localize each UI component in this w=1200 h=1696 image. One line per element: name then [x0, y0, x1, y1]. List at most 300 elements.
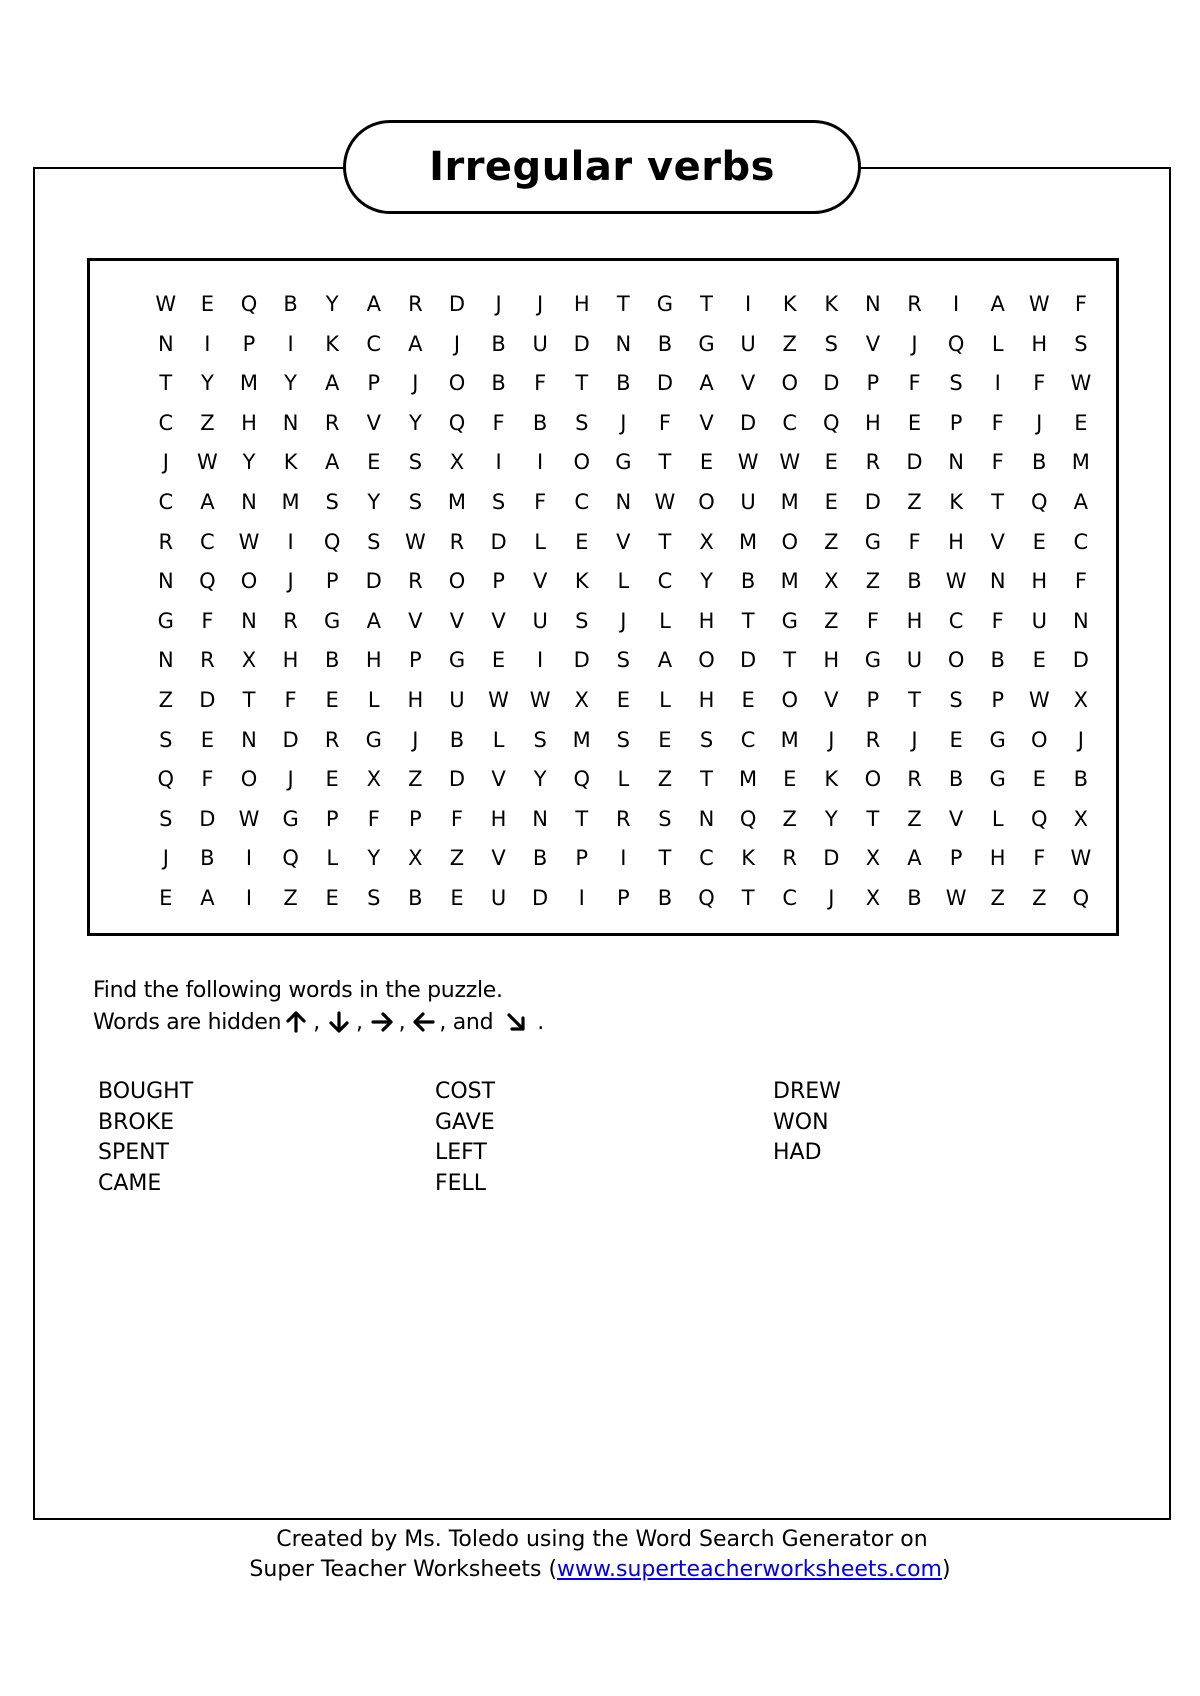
grid-letter: H	[989, 846, 1006, 871]
grid-letter: C	[657, 569, 673, 594]
grid-letter: E	[159, 886, 173, 910]
grid-letter: M	[281, 490, 300, 514]
grid-letter: G	[282, 806, 299, 831]
grid-letter: Z	[782, 331, 797, 356]
grid-letter: O	[781, 529, 798, 554]
grid-letter: O	[240, 569, 258, 594]
grid-letter: K	[574, 569, 589, 594]
grid-letter: E	[824, 490, 838, 514]
grid-letter: E	[783, 767, 797, 792]
grid-letter: D	[823, 846, 840, 871]
separator-comma: ,	[398, 1009, 406, 1035]
grid-letter: G	[157, 608, 174, 633]
grid-letter: X	[449, 450, 465, 475]
grid-letter: V	[449, 608, 465, 633]
grid-letter: E	[200, 292, 215, 316]
grid-letter: Z	[408, 767, 423, 792]
grid-letter: M	[739, 529, 758, 554]
grid-letter: A	[657, 648, 673, 673]
grid-letter: C	[740, 727, 756, 752]
grid-letter: Q	[1031, 490, 1048, 514]
grid-letter: E	[616, 688, 630, 712]
grid-letter: S	[408, 490, 423, 514]
grid-letter: Q	[199, 569, 216, 594]
grid-letter: D	[448, 292, 466, 316]
grid-letter: V	[366, 410, 381, 435]
grid-letter: K	[325, 331, 340, 356]
footer-site-prefix: Super Teacher Worksheets (	[249, 1557, 558, 1582]
grid-letter: F	[1074, 569, 1087, 594]
grid-letter: J	[620, 608, 627, 633]
arrow-right-icon	[369, 1009, 395, 1035]
separator-comma: ,	[313, 1009, 320, 1035]
grid-letter: N	[698, 806, 715, 831]
grid-letter: D	[573, 331, 590, 356]
grid-letter: W	[404, 529, 426, 554]
grid-letter: N	[157, 569, 174, 594]
grid-letter: W	[155, 292, 177, 316]
grid-letter: E	[325, 886, 339, 910]
grid-row	[145, 601, 1102, 641]
grid-letter: X	[408, 846, 423, 871]
grid-letter: W	[1070, 846, 1092, 871]
grid-row	[145, 284, 1102, 324]
grid-letter: B	[532, 846, 548, 871]
grid-letter: J	[828, 886, 835, 910]
grid-letter: Z	[907, 806, 922, 831]
grid-letter: X	[865, 886, 881, 910]
word-search-grid	[87, 258, 1119, 936]
grid-letter: I	[537, 450, 544, 475]
grid-letter: U	[1031, 608, 1047, 633]
grid-letter: V	[616, 529, 631, 554]
grid-letter: V	[532, 569, 548, 594]
grid-letter: Z	[865, 569, 881, 594]
grid-letter: S	[533, 727, 547, 752]
grid-row	[145, 680, 1102, 720]
grid-letter: N	[532, 806, 548, 831]
grid-letter: W	[945, 569, 967, 594]
grid-letter: O	[947, 648, 965, 673]
grid-letter: V	[408, 608, 423, 633]
grid-letter: N	[282, 410, 299, 435]
grid-row	[145, 403, 1102, 443]
grid-letter: F	[201, 767, 214, 792]
grid-letter: E	[1032, 529, 1046, 554]
word-list-item: BROKE	[98, 1109, 175, 1135]
grid-letter: R	[865, 727, 881, 752]
grid-letter: S	[491, 490, 506, 514]
grid-row	[145, 363, 1102, 403]
grid-letter: X	[699, 529, 714, 554]
grid-letter: S	[367, 529, 381, 554]
grid-letter: J	[287, 767, 294, 792]
grid-letter: C	[574, 490, 590, 514]
grid-letter: Z	[782, 806, 797, 831]
grid-letter: F	[284, 688, 297, 712]
grid-letter: T	[991, 490, 1005, 514]
grid-letter: Z	[824, 608, 839, 633]
grid-letter: Z	[1032, 886, 1047, 910]
grid-letter: K	[949, 490, 963, 514]
grid-letter: D	[656, 371, 673, 396]
footer-site-suffix: )	[941, 1557, 951, 1582]
grid-letter: P	[949, 410, 963, 435]
grid-letter: F	[908, 371, 921, 396]
grid-letter: B	[449, 727, 465, 752]
grid-row	[145, 759, 1102, 799]
grid-letter: T	[616, 292, 630, 316]
grid-letter: Z	[158, 688, 173, 712]
grid-letter: L	[534, 529, 546, 554]
grid-letter: N	[157, 331, 174, 356]
grid-letter: N	[1073, 608, 1089, 633]
grid-letter: E	[1074, 410, 1088, 435]
grid-row	[145, 482, 1102, 522]
grid-letter: W	[1070, 371, 1092, 396]
grid-letter: E	[1032, 648, 1046, 673]
grid-letter: P	[409, 806, 422, 831]
grid-letter: H	[864, 410, 881, 435]
grid-letter: D	[199, 806, 216, 831]
title-pill	[343, 120, 861, 214]
grid-letter: J	[412, 371, 419, 396]
grid-letter: E	[907, 410, 922, 435]
grid-letter: C	[948, 608, 964, 633]
grid-letter: I	[620, 846, 627, 871]
grid-letter: W	[945, 886, 967, 910]
grid-letter: E	[491, 648, 506, 673]
grid-letter: F	[1033, 371, 1046, 396]
grid-letter: B	[657, 886, 673, 910]
grid-letter: J	[162, 846, 169, 871]
grid-letter: P	[325, 806, 339, 831]
grid-letter: B	[532, 410, 548, 435]
grid-letter: B	[200, 846, 215, 871]
grid-letter: A	[990, 292, 1005, 316]
grid-letter: Q	[282, 846, 299, 871]
grid-letter: S	[159, 727, 173, 752]
grid-letter: T	[575, 371, 589, 396]
grid-letter: D	[448, 767, 466, 792]
grid-letter: P	[367, 371, 381, 396]
grid-letter: T	[658, 846, 672, 871]
grid-letter: J	[495, 292, 502, 316]
grid-letter: D	[532, 886, 549, 910]
grid-row	[145, 799, 1102, 839]
grid-letter: R	[782, 846, 797, 871]
grid-letter: D	[864, 490, 881, 514]
grid-letter: B	[907, 886, 922, 910]
grid-letter: J	[911, 331, 918, 356]
grid-row	[145, 442, 1102, 482]
grid-letter: N	[948, 450, 964, 475]
grid-letter: I	[495, 450, 502, 475]
grid-letter: N	[989, 569, 1006, 594]
grid-letter: N	[615, 490, 632, 514]
grid-letter: R	[907, 292, 922, 316]
grid-letter: P	[325, 569, 339, 594]
grid-letter: H	[823, 648, 840, 673]
grid-letter: Y	[700, 569, 713, 594]
grid-letter: H	[490, 806, 507, 831]
grid-letter: N	[615, 331, 632, 356]
grid-letter: M	[739, 767, 758, 792]
grid-letter: D	[1072, 648, 1089, 673]
grid-letter: A	[200, 490, 215, 514]
grid-letter: B	[1032, 450, 1047, 475]
grid-letter: Q	[448, 410, 466, 435]
grid-letter: T	[575, 806, 589, 831]
grid-letter: R	[616, 806, 631, 831]
grid-letter: S	[325, 490, 339, 514]
grid-letter: Z	[200, 410, 215, 435]
word-list-item: CAME	[98, 1171, 162, 1197]
grid-letter: F	[450, 806, 463, 831]
grid-letter: B	[491, 371, 506, 396]
grid-letter: B	[948, 767, 964, 792]
grid-letter: S	[824, 331, 838, 356]
grid-letter: Z	[990, 886, 1005, 910]
grid-letter: J	[911, 727, 918, 752]
grid-letter: B	[990, 648, 1005, 673]
grid-letter: I	[245, 886, 253, 910]
grid-letter: S	[1074, 331, 1088, 356]
grid-letter: Z	[449, 846, 465, 871]
grid-letter: D	[740, 410, 757, 435]
grid-letter: G	[365, 727, 382, 752]
grid-letter: Y	[367, 490, 381, 514]
footer-link[interactable]: www.superteacherworksheets.com	[557, 1557, 942, 1582]
grid-letter: F	[367, 806, 380, 831]
grid-letter: P	[991, 688, 1004, 712]
grid-letter: O	[240, 767, 258, 792]
grid-letter: C	[782, 886, 798, 910]
grid-letter: V	[491, 767, 506, 792]
grid-letter: I	[952, 292, 960, 316]
grid-letter: G	[448, 648, 466, 673]
grid-letter: R	[865, 450, 881, 475]
grid-letter: T	[700, 292, 713, 316]
grid-letter: A	[200, 886, 215, 910]
grid-letter: C	[200, 529, 215, 554]
grid-letter: P	[242, 331, 256, 356]
grid-letter: W	[737, 450, 759, 475]
arrow-down-icon	[326, 1009, 352, 1035]
grid-letter: O	[448, 569, 466, 594]
grid-row	[145, 878, 1102, 918]
grid-letter: Q	[739, 806, 757, 831]
grid-letter: X	[574, 688, 589, 712]
grid-letter: L	[991, 331, 1004, 356]
grid-letter: K	[283, 450, 298, 475]
grid-letter: T	[658, 529, 672, 554]
grid-letter: W	[238, 806, 260, 831]
grid-row	[145, 838, 1102, 878]
grid-letter: I	[287, 529, 294, 554]
grid-letter: W	[1028, 292, 1050, 316]
grid-letter: D	[490, 529, 507, 554]
grid-letter: M	[1071, 450, 1090, 475]
grid-letter: P	[492, 569, 505, 594]
grid-letter: E	[450, 886, 464, 910]
grid-letter: Y	[242, 450, 256, 475]
grid-letter: Q	[698, 886, 715, 910]
grid-letter: L	[617, 767, 630, 792]
grid-letter: W	[779, 450, 801, 475]
grid-letter: W	[197, 450, 218, 475]
word-list-item: LEFT	[435, 1140, 487, 1166]
grid-letter: D	[199, 688, 216, 712]
grid-letter: W	[238, 529, 260, 554]
word-list-item: GAVE	[435, 1109, 495, 1135]
grid-letter: S	[616, 727, 630, 752]
grid-letter: Q	[157, 767, 175, 792]
footer-credit: Created by Ms. Toledo using the Word Search Generator on	[276, 1527, 928, 1552]
grid-letter: E	[699, 450, 714, 475]
separator-period: .	[537, 1009, 544, 1035]
grid-letter: G	[615, 450, 632, 475]
grid-letter: Q	[1031, 806, 1048, 831]
grid-letter: H	[698, 688, 715, 712]
grid-letter: T	[741, 886, 755, 910]
separator-and: , and	[439, 1009, 494, 1035]
grid-letter: E	[575, 529, 589, 554]
grid-letter: F	[658, 410, 671, 435]
grid-letter: R	[449, 529, 465, 554]
grid-letter: O	[448, 371, 466, 396]
grid-letter: U	[740, 331, 756, 356]
grid-letter: R	[283, 608, 298, 633]
grid-letter: X	[241, 648, 257, 673]
grid-letter: Y	[367, 846, 381, 871]
grid-letter: G	[656, 292, 674, 316]
grid-letter: A	[366, 292, 381, 316]
grid-letter: V	[865, 331, 881, 356]
grid-row	[145, 522, 1102, 562]
grid-letter: J	[537, 292, 544, 316]
grid-letter: T	[783, 648, 797, 673]
grid-letter: S	[658, 806, 672, 831]
grid-letter: R	[200, 648, 215, 673]
grid-letter: G	[989, 727, 1006, 752]
instructions-line2	[93, 1009, 544, 1035]
grid-row	[145, 640, 1102, 680]
grid-letter: F	[1033, 846, 1046, 871]
word-list-column-1	[98, 1077, 193, 1200]
grid-letter: D	[906, 450, 923, 475]
grid-letter: I	[994, 371, 1001, 396]
grid-letter: E	[824, 450, 838, 475]
grid-letter: U	[532, 331, 548, 356]
grid-letter: Y	[408, 410, 422, 435]
grid-letter: G	[989, 767, 1006, 792]
grid-letter: B	[907, 569, 922, 594]
grid-letter: I	[287, 331, 294, 356]
grid-letter: F	[201, 608, 214, 633]
arrow-left-icon	[411, 1009, 437, 1035]
grid-letter: F	[908, 529, 921, 554]
grid-letter: L	[492, 727, 505, 752]
grid-letter: S	[699, 727, 714, 752]
grid-letter: K	[782, 292, 797, 316]
grid-letter: G	[324, 608, 341, 633]
grid-letter: M	[572, 727, 591, 752]
grid-letter: H	[1031, 569, 1048, 594]
grid-letter: I	[204, 331, 211, 356]
grid-letter: X	[1073, 806, 1089, 831]
grid-letter: M	[239, 371, 259, 396]
grid-letter: Z	[657, 767, 673, 792]
grid-letter: B	[657, 331, 673, 356]
grid-letter: L	[367, 688, 380, 712]
grid-letter: J	[453, 331, 461, 356]
grid-letter: L	[617, 569, 630, 594]
word-list-item: WON	[773, 1109, 829, 1135]
grid-letter: U	[449, 688, 465, 712]
grid-letter: M	[780, 490, 799, 514]
grid-letter: E	[367, 450, 381, 475]
grid-letter: D	[740, 648, 757, 673]
grid-letter: H	[906, 608, 923, 633]
grid-letter: H	[573, 292, 590, 316]
grid-letter: B	[616, 371, 631, 396]
grid-letter: L	[991, 806, 1004, 831]
grid-letter: L	[326, 846, 339, 871]
grid-letter: Y	[325, 292, 339, 316]
grid-letter: E	[325, 767, 339, 792]
grid-letter: Z	[283, 886, 298, 910]
grid-letter: R	[324, 410, 340, 435]
grid-letter: E	[1032, 767, 1046, 792]
grid-letter: P	[575, 846, 589, 871]
grid-letter: F	[991, 608, 1004, 633]
grid-letter: F	[534, 371, 547, 396]
grid-letter: E	[658, 727, 672, 752]
grid-letter: P	[866, 688, 880, 712]
grid-letter: U	[740, 490, 756, 514]
grid-letter: T	[242, 688, 256, 712]
grid-letter: W	[1028, 688, 1050, 712]
grid-letter: H	[407, 688, 424, 712]
word-list-column-2	[435, 1077, 495, 1200]
page-title: Irregular verbs	[429, 144, 775, 190]
grid-letter: S	[575, 410, 589, 435]
grid-letter: E	[741, 688, 755, 712]
grid-letter: B	[408, 886, 423, 910]
grid-letter: J	[412, 727, 419, 752]
grid-letter: P	[616, 886, 630, 910]
grid-letter: V	[699, 410, 714, 435]
grid-letter: R	[324, 727, 340, 752]
grid-letter: O	[781, 371, 798, 396]
word-list-column-3	[773, 1077, 841, 1169]
grid-letter: U	[490, 886, 507, 910]
grid-letter: R	[408, 569, 423, 594]
separator-comma: ,	[355, 1009, 363, 1035]
grid-letter: O	[573, 450, 590, 475]
grid-letter: B	[1073, 767, 1089, 792]
word-list-item: DREW	[773, 1079, 841, 1104]
instructions-prefix: Words are hidden	[93, 1009, 282, 1035]
grid-letter: J	[162, 450, 169, 475]
grid-letter: J	[1077, 727, 1084, 752]
footer-site	[0, 1557, 1200, 1582]
grid-letter: I	[745, 292, 752, 316]
grid-letter: C	[158, 410, 174, 435]
grid-letter: R	[907, 767, 922, 792]
grid-letter: S	[616, 648, 630, 673]
